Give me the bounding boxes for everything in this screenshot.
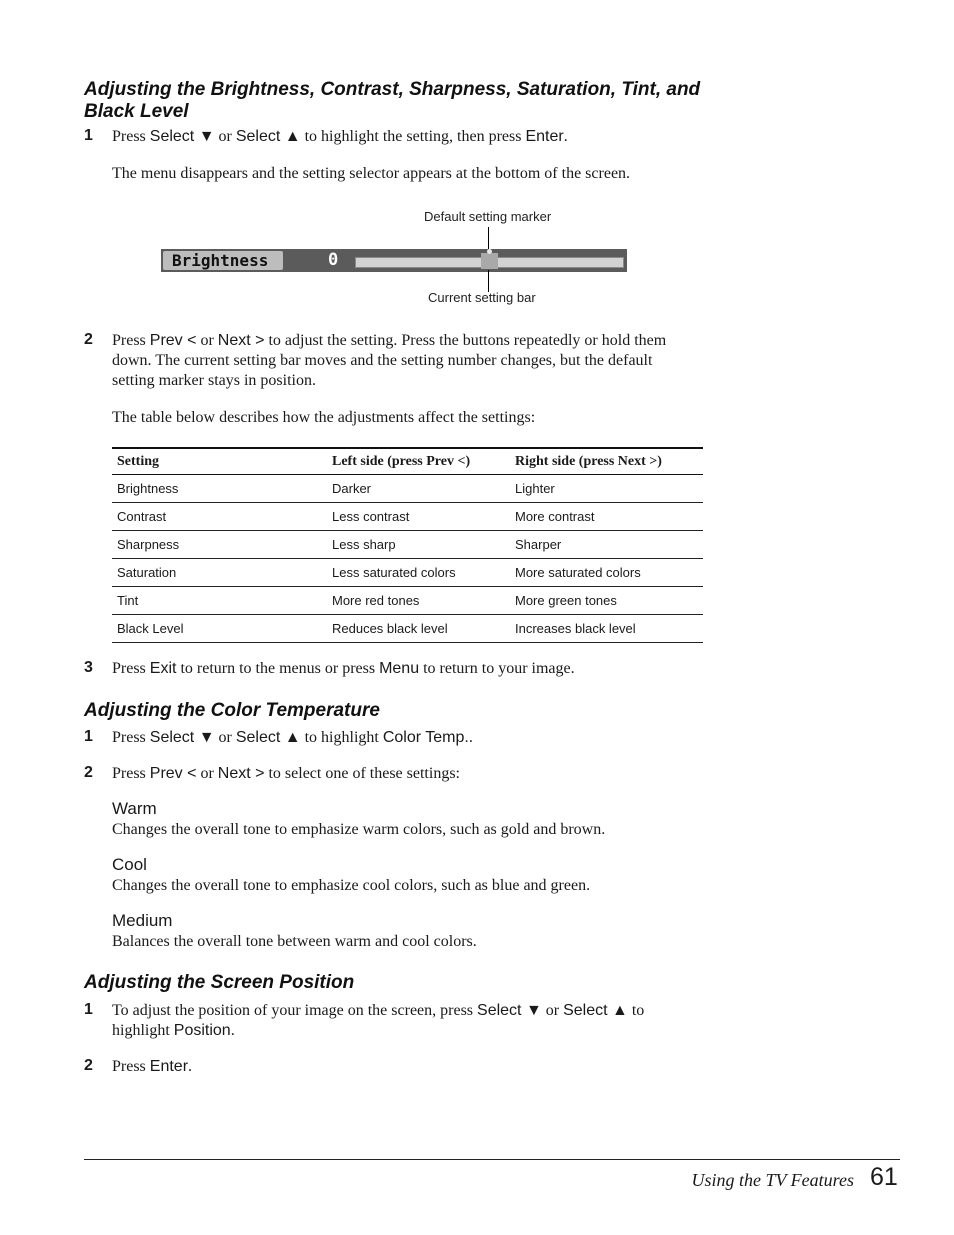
key-select-up: Select ▲ bbox=[563, 1002, 628, 1019]
step-3 bbox=[84, 659, 93, 677]
text: . bbox=[188, 1058, 193, 1075]
brightness-selector bbox=[161, 249, 627, 272]
option-warm-desc: Changes the overall tone to emphasize warm colors, such as gold and brown. bbox=[112, 821, 606, 838]
cell: Saturation bbox=[112, 559, 327, 587]
table-row bbox=[112, 615, 703, 643]
setting-value: 0 bbox=[328, 250, 339, 270]
text: to return to the menus or press bbox=[176, 660, 380, 677]
text: To adjust the position of your image on the screen, press bbox=[112, 1002, 478, 1019]
color-step-2-text bbox=[112, 764, 460, 784]
cell: Less sharp bbox=[327, 531, 510, 559]
footer-rule bbox=[84, 1159, 900, 1160]
default-setting-marker bbox=[487, 249, 492, 254]
section-heading-brightness bbox=[84, 79, 700, 123]
step-2 bbox=[84, 331, 93, 349]
cell: More saturated colors bbox=[510, 559, 703, 587]
text: to return to your image. bbox=[419, 660, 575, 677]
key-next: Next > bbox=[217, 332, 265, 349]
step-1-note: The menu disappears and the setting selector appears at the bottom of the screen. bbox=[112, 165, 631, 182]
cell: More red tones bbox=[327, 587, 510, 615]
key-enter: Enter bbox=[525, 128, 564, 145]
cell: More green tones bbox=[510, 587, 703, 615]
step-1 bbox=[84, 728, 93, 746]
text: . bbox=[563, 128, 568, 145]
text: Press bbox=[112, 729, 150, 746]
text: to bbox=[627, 1002, 645, 1019]
option-cool-name: Cool bbox=[112, 855, 147, 874]
table-row bbox=[112, 559, 703, 587]
table-row bbox=[112, 475, 703, 503]
cell: Less contrast bbox=[327, 503, 510, 531]
key-next: Next > bbox=[217, 765, 265, 782]
header-right-side: Right side (press Next >) bbox=[510, 448, 703, 475]
menu-item-color-temp: Color Temp. bbox=[382, 729, 469, 746]
header-setting: Setting bbox=[112, 448, 327, 475]
step-3-text bbox=[112, 659, 575, 679]
option-medium-desc: Balances the overall tone between warm and cool colors. bbox=[112, 933, 477, 950]
key-prev: Prev < bbox=[149, 332, 197, 349]
text: or bbox=[196, 332, 218, 349]
heading-line-1: Adjusting the Brightness, Contrast, Sharpness, Saturation, Tint, and bbox=[84, 79, 701, 100]
key-select-down: Select ▼ bbox=[149, 729, 215, 746]
cell: Tint bbox=[112, 587, 327, 615]
text: down. The current setting bar moves and the setting number changes, but the default bbox=[112, 352, 653, 369]
section-heading-color-temperature: Adjusting the Color Temperature bbox=[84, 700, 380, 721]
step-number: 1 bbox=[84, 1001, 93, 1018]
cell: Less saturated colors bbox=[327, 559, 510, 587]
color-step-1-text bbox=[112, 728, 473, 748]
option-medium-name: Medium bbox=[112, 911, 173, 930]
text: to select one of these settings: bbox=[264, 765, 460, 782]
table-row bbox=[112, 587, 703, 615]
cell: Black Level bbox=[112, 615, 327, 643]
text: highlight bbox=[112, 1022, 174, 1039]
text: or bbox=[196, 765, 218, 782]
step-1-text bbox=[112, 127, 568, 147]
step-number: 2 bbox=[84, 1057, 93, 1074]
cell: Darker bbox=[327, 475, 510, 503]
cell: Contrast bbox=[112, 503, 327, 531]
text: Press bbox=[112, 765, 150, 782]
key-prev: Prev < bbox=[149, 765, 197, 782]
cell: Sharpness bbox=[112, 531, 327, 559]
text: or bbox=[214, 128, 236, 145]
heading-line-2: Black Level bbox=[84, 101, 189, 122]
callout-current-bar: Current setting bar bbox=[428, 290, 536, 305]
footer-chapter-title: Using the TV Features bbox=[691, 1170, 854, 1190]
table-header-row bbox=[112, 448, 703, 475]
text: or bbox=[214, 729, 236, 746]
step-2 bbox=[84, 764, 93, 782]
cell: Increases black level bbox=[510, 615, 703, 643]
table-row bbox=[112, 503, 703, 531]
table-intro: The table below describes how the adjustments affect the settings: bbox=[112, 409, 536, 426]
key-select-up: Select ▲ bbox=[235, 729, 301, 746]
step-number: 2 bbox=[84, 331, 93, 348]
key-exit: Exit bbox=[149, 660, 177, 677]
header-left-side: Left side (press Prev <) bbox=[327, 448, 510, 475]
text: to highlight bbox=[300, 729, 383, 746]
key-enter: Enter bbox=[149, 1058, 189, 1075]
text: to adjust the setting. Press the buttons repeatedly or hold them bbox=[264, 332, 667, 349]
step-number: 1 bbox=[84, 728, 93, 745]
page-number: 61 bbox=[870, 1163, 898, 1191]
text: Press bbox=[112, 332, 150, 349]
cell: Sharper bbox=[510, 531, 703, 559]
cell: Reduces black level bbox=[327, 615, 510, 643]
position-step-1-text bbox=[112, 1001, 712, 1041]
adjustments-table bbox=[112, 447, 703, 643]
step-1 bbox=[84, 127, 93, 145]
step-number: 2 bbox=[84, 764, 93, 781]
key-select-down: Select ▼ bbox=[149, 128, 215, 145]
step-2 bbox=[84, 1057, 93, 1075]
callout-line-bottom bbox=[488, 270, 489, 292]
option-cool-desc: Changes the overall tone to emphasize cool colors, such as blue and green. bbox=[112, 877, 591, 894]
option-warm-name: Warm bbox=[112, 799, 157, 818]
step-number: 3 bbox=[84, 659, 93, 676]
section-heading-screen-position: Adjusting the Screen Position bbox=[84, 972, 355, 993]
cell: More contrast bbox=[510, 503, 703, 531]
key-select-up: Select ▲ bbox=[235, 128, 301, 145]
callout-default-marker: Default setting marker bbox=[424, 209, 552, 224]
text: to highlight the setting, then press bbox=[300, 128, 526, 145]
cell: Lighter bbox=[510, 475, 703, 503]
text: or bbox=[541, 1002, 564, 1019]
cell: Brightness bbox=[112, 475, 327, 503]
table-row bbox=[112, 531, 703, 559]
setting-label: Brightness bbox=[163, 251, 283, 270]
step-2-text bbox=[112, 331, 712, 391]
text: Press bbox=[112, 128, 150, 145]
text: . bbox=[230, 1022, 235, 1039]
position-step-2-text bbox=[112, 1057, 192, 1077]
text: Press bbox=[112, 660, 150, 677]
text: Press bbox=[112, 1058, 150, 1075]
step-1 bbox=[84, 1001, 93, 1019]
current-setting-bar bbox=[481, 253, 498, 269]
text: . bbox=[468, 729, 473, 746]
key-select-down: Select ▼ bbox=[477, 1002, 542, 1019]
text: setting marker stays in position. bbox=[112, 372, 316, 389]
menu-item-position: Position bbox=[173, 1022, 231, 1039]
step-number: 1 bbox=[84, 127, 93, 144]
key-menu: Menu bbox=[379, 660, 420, 677]
